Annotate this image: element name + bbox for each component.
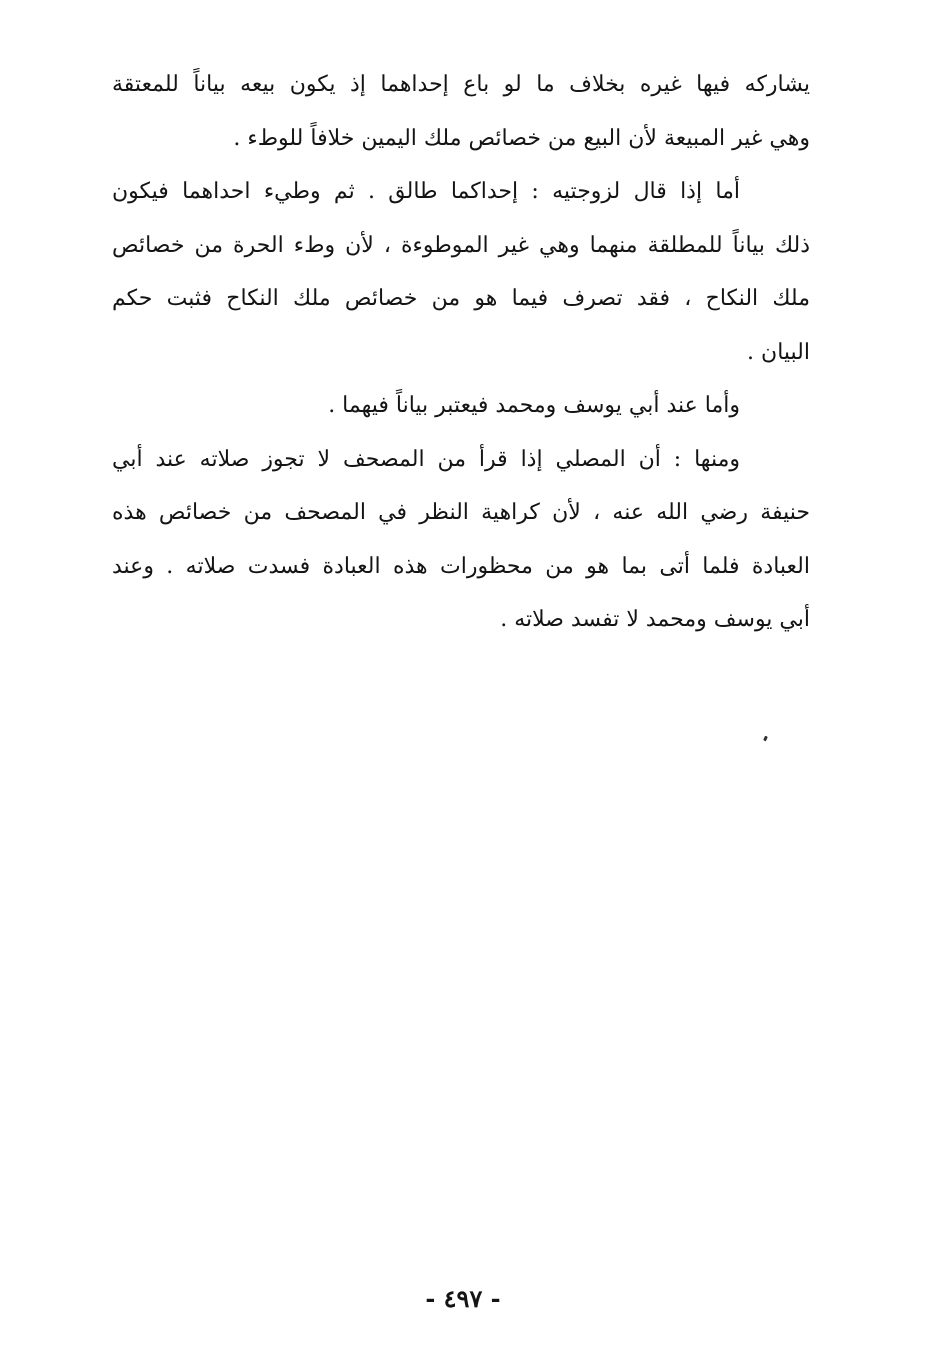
text-line: حنيفة رضي الله عنه ، لأن كراهية النظر في المصحف من خصائص هذه xyxy=(112,500,810,525)
body-text xyxy=(112,58,810,647)
text-line: وهي غير المبيعة لأن البيع من خصائص ملك اليمين خلافاً للوطء . xyxy=(233,125,810,151)
text-line: ومنها : أن المصلي إذا قرأ من المصحف لا تجوز صلاته عند أبي xyxy=(112,446,740,472)
text-line: العبادة فلما أتى بما هو من محظورات هذه العبادة فسدت صلاته . وعند xyxy=(112,553,810,579)
text-line: وأما عند أبي يوسف ومحمد فيعتبر بياناً فيهما . xyxy=(328,393,740,418)
page-number: - ٤٩٧ - xyxy=(425,1284,501,1313)
text-line: ملك النكاح ، فقد تصرف فيما هو من خصائص ملك النكاح فثبت حكم xyxy=(112,286,810,311)
text-line: البيان . xyxy=(747,339,810,365)
text-line: أما إذا قال لزوجتيه : إحداكما طالق . ثم وطيء احداهما فيكون xyxy=(112,179,740,204)
text-line: ذلك بياناً للمطلقة منهما وهي غير الموطوءة ، لأن وطء الحرة من خصائص xyxy=(112,232,810,258)
text-line: أبي يوسف ومحمد لا تفسد صلاته . xyxy=(500,607,810,632)
text-line: يشاركه فيها غيره بخلاف ما لو باع إحداهما إذ يكون بيعه بياناً للمعتقة xyxy=(112,72,810,97)
stray-ink-mark xyxy=(763,736,768,742)
